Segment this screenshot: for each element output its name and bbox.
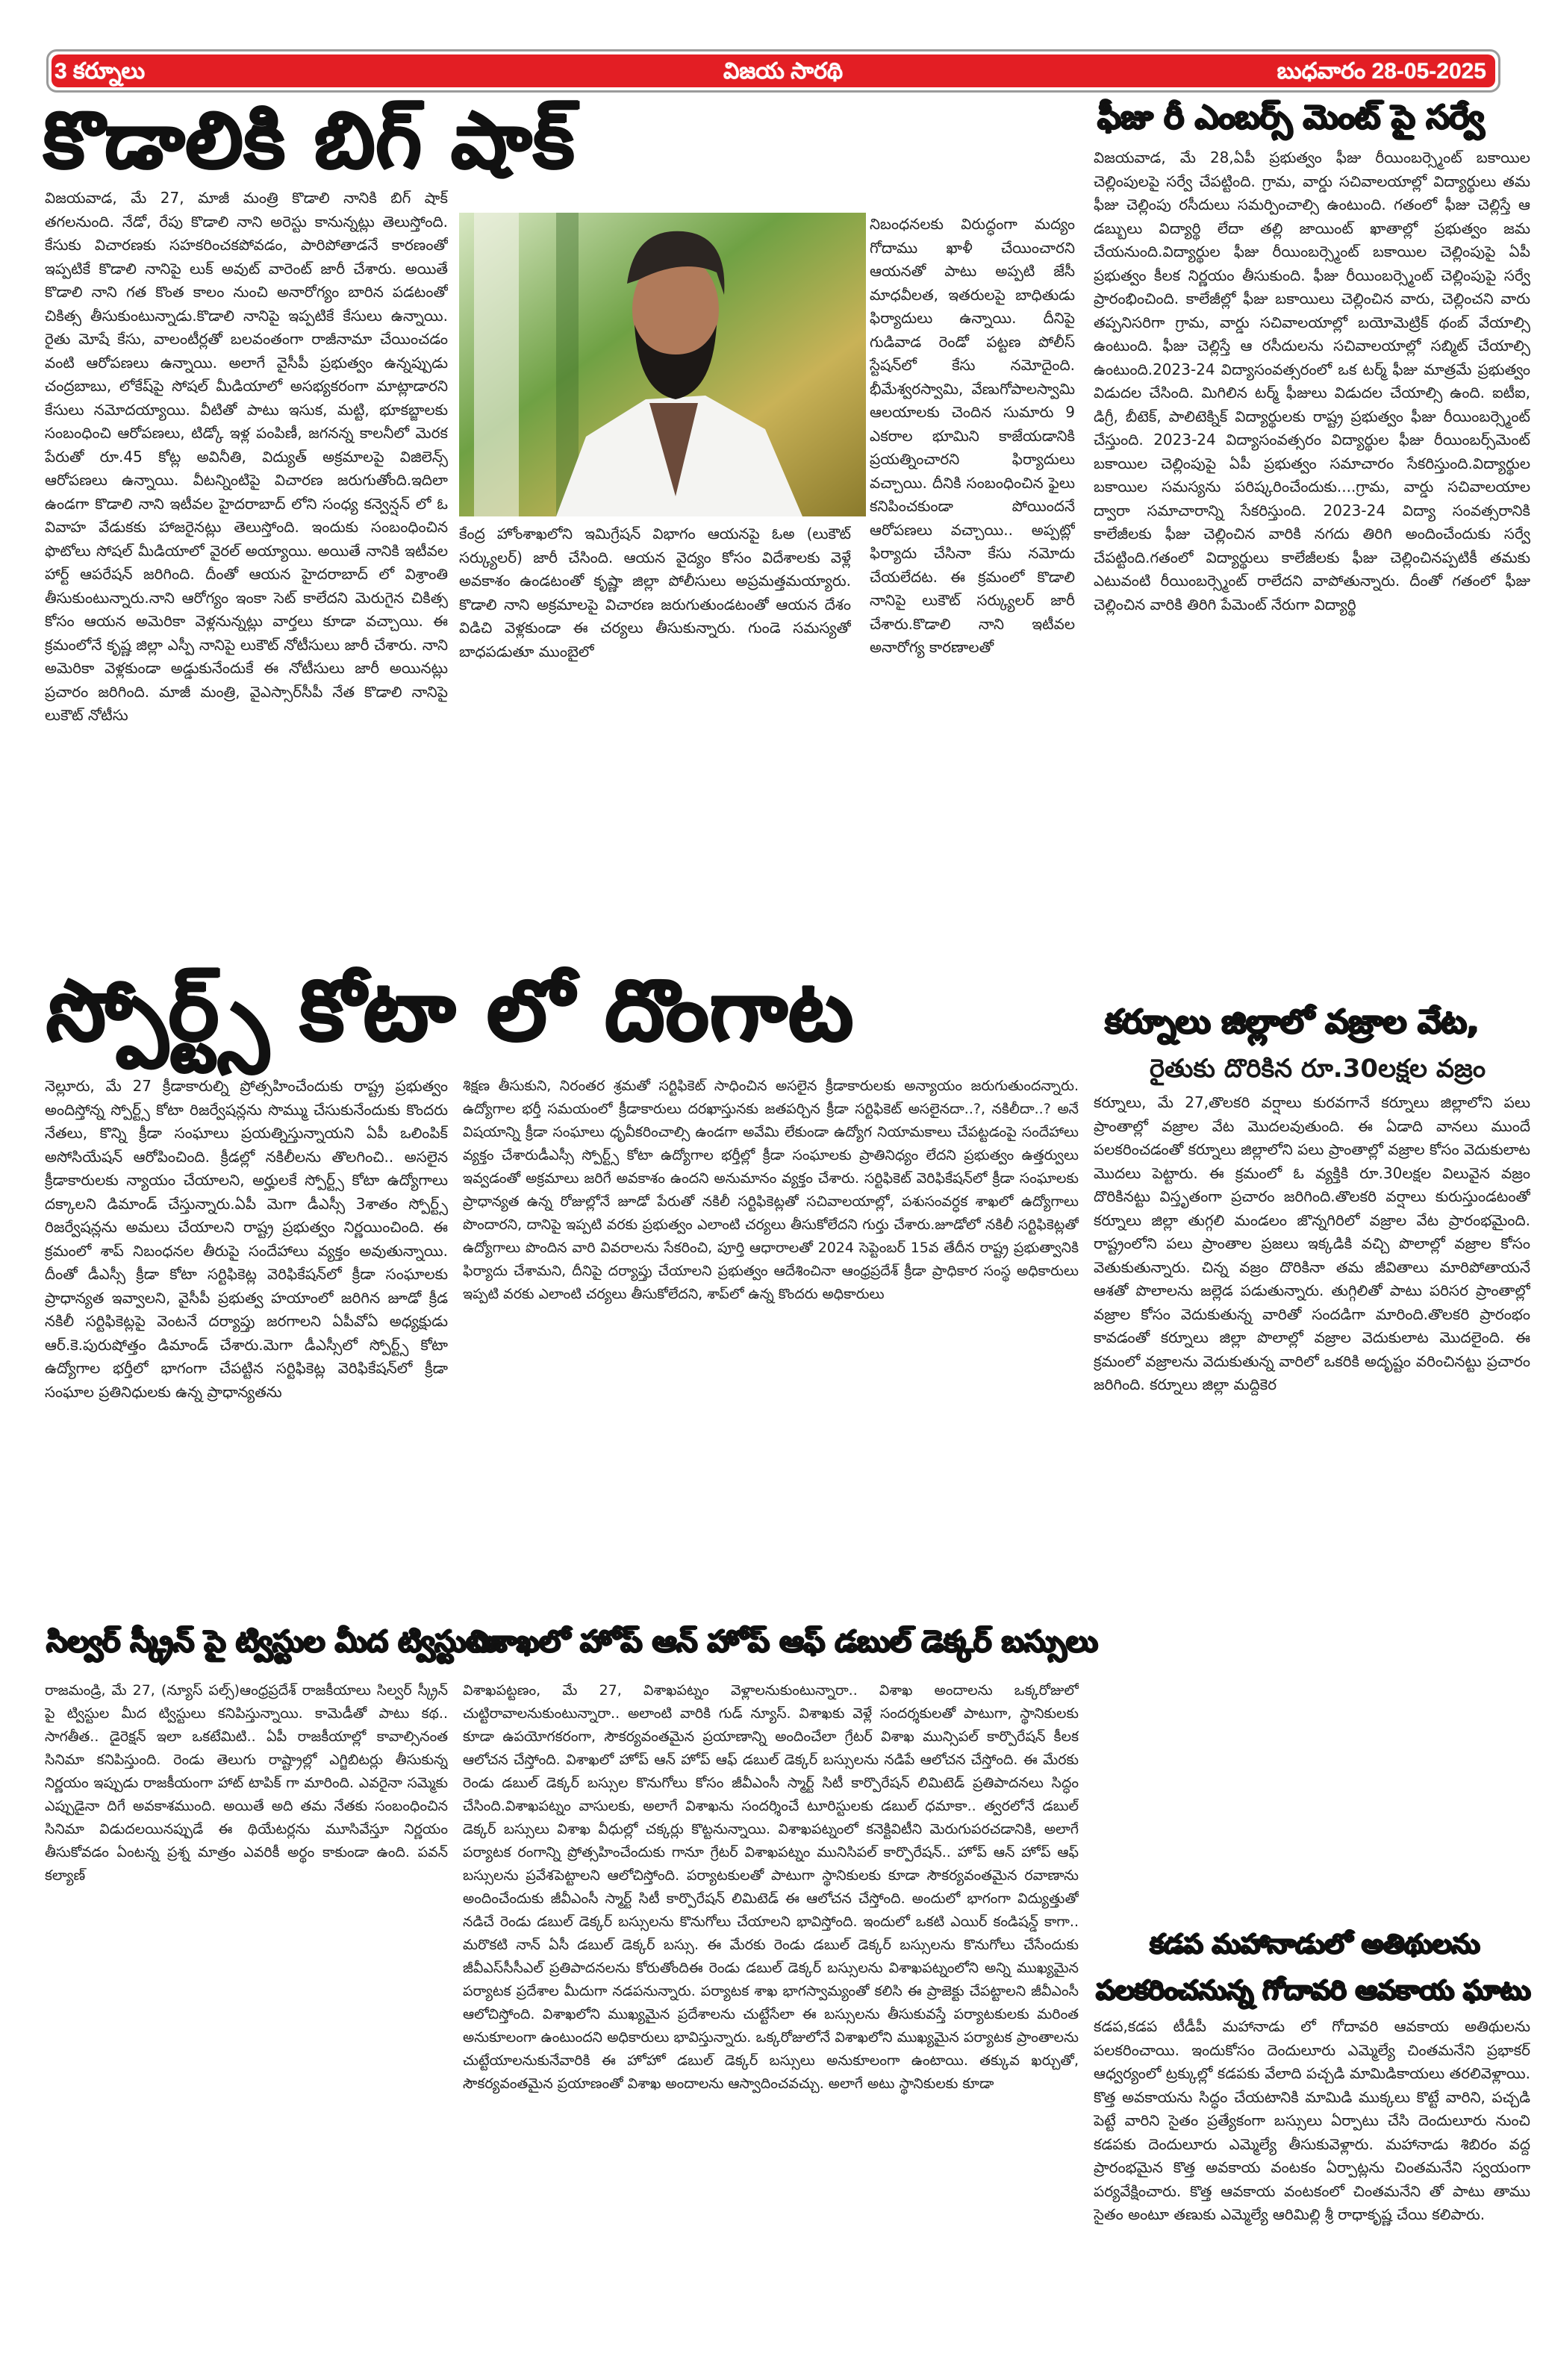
lead-article-col1: విజయవాడ, మే 27, మాజీ మంత్రి కొడాలి నానికి బిగ్ షాక్ తగలనుంది. నేడో, రేపు కొడాలి నాని అరెస్టు కానున్నట్లు తెలుస్తోంది. కేసుకు విచారణకు సహకరించకపోవడం, పారిపోతాడనే కారణంతో ఇప్పటికే కొడాలి నానిపై లుక్ అవుట్ వారెంట్ జారీ చేశారు. అయితే కొడాలి నాని గత కొంత కాలం నుంచి అనారోగ్యం బారిన పడటంతో చికిత్స తీసుకుంటున్నాడు.కొడాలి నానిపై ఇప్పటికే కేసులు ఉన్నాయి. రైతు మోషే కేసు, వాలంటీర్లతో బలవంతంగా రాజీనామా చేయించడం వంటి ఆరోపణలు ఉన్నాయి. అలాగే వైసీపీ ప్రభుత్వం ఉన్నప్పుడు చంద్రబాబు, లోకేష్‌పై సోషల్ మీడియాలో అసభ్యకరంగా మాట్లాడారని కేసులు నమోదయ్యాయి. వీటితో పాటు ఇసుక, మట్టి, భూకబ్జాలకు సంబంధించి ఆరోపణలు, టిడ్కో ఇళ్ల పంపిణీ, జగనన్న కాలనీలో మెరక పేరుతో రూ.45 కోట్ల అవినీతి, విద్యుత్ అక్రమాలపై విజిలెన్స్ ఆరోపణలు ఉన్నాయి. వీటన్నింటిపై విచారణ జరుగుతోంది.ఇదిలా ఉండగా కొడాలి నాని ఇటీవల హైదరాబాద్ లోని సంధ్య కన్వెన్షన్ లో ఓ వివాహ వేడుకకు హాజరైనట్లు తెలుస్తోంది. ఇందుకు సంబంధించిన ఫొటోలు సోషల్ మీడియాలో వైరల్ అయ్యాయి. అయితే నానికి ఇటీవల హార్ట్ ఆపరేషన్ జరిగింది. దీంతో ఆయన హైదరాబాద్ లో విశ్రాంతి తీసుకుంటున్నారు.నాని ఆరోగ్యం ఇంకా సెట్ కాలేదని మెరుగైన చికిత్స కోసం ఆయన అమెరికా వెళ్లనున్నట్లు వార్తలు కూడా వచ్చాయి. ఈ క్రమంలోనే కృష్ణ జిల్లా ఎస్పీ నానిపై లుకౌట్ నోటీసులు జారీ చేశారు. నాని అమెరికా వెళ్లకుండా అడ్డుకునేందుకే ఈ నోటీసులు జారీ అయినట్లు ప్రచారం జరిగింది. మాజీ మంత్రి, వైఎస్సార్‌సీపీ నేత కొడాలి నానిపై లుకౌట్ నోటీసు (45, 189, 448, 724)
silver-screen-headline: సిల్వర్ స్క్రీన్ పై ట్విస్టుల మీద ట్విస్టులు (46, 1625, 498, 1659)
lead-photo (459, 213, 866, 516)
fee-headline: ఫీజు రీ ఎంబర్స్ మెంట్ పై సర్వే (1097, 99, 1484, 137)
sports-article-col2: శిక్షణ తీసుకుని, నిరంతర శ్రమతో సర్టిఫికెట్ సాధించిన అసలైన క్రీడాకారులకు అన్యాయం జరుగుతుందన్నారు. ఉద్యోగాల భర్తీ సమయంలో క్రీడాకారులు దరఖాస్తునకు జతపర్చిన క్రీడా సర్టిఫికెట్ అసలైనదా..?, నకిలీదా..? అనే విషయాన్ని క్రీడా సంఘాలు ధృవీకరించాల్సి ఉండగా అవేమి లేకుండా ఉద్యోగ నియామకాలు చేపట్టడంపై సందేహాలు వ్యక్తం చేశారుడీఎస్సీ స్పోర్ట్స్ కోటా ఉద్యోగాల భర్తీల్లో క్రీడా సంఘాలకు ప్రాతినిధ్యం లేదని ప్రభుత్వం ఉత్తర్వులు ఇవ్వడంతో అక్రమాలు జరిగే అవకాశం ఉందని అనుమానం వ్యక్తం చేశారు. సర్టిఫికెట్ వెరిఫికేషన్‌లో క్రీడా సంఘాలకు ప్రాధాన్యత ఉన్న రోజుల్లోనే జూడో పేరుతో నకిలీ సర్టిఫికెట్లతో సచివాలయాల్లో, పశుసంవర్ధక శాఖలో ఉద్యోగాలు పొందారని, దానిపై ఇప్పటి వరకు ప్రభుత్వం ఎలాంటి చర్యలు తీసుకోలేదని గుర్తు చేశారు.జూడోలో నకిలీ సర్టిఫికెట్లతో ఉద్యోగాలు పొందిన వారి వివరాలను సేకరించి, పూర్తి ఆధారాలతో 2024 సెప్టెంబర్ 15వ తేదీన రాష్ట్ర ప్రభుత్వానికి ఫిర్యాదు చేశామని, దీనిపై దర్యాప్తు చేయాలని ప్రభుత్వం ఆదేశించినా ఆంధ్రప్రదేశ్ క్రీడా ప్రాధికార సంస్థ అధికారులు ఇప్పటి వరకు ఎలాంటి చర్యలు తీసుకోలేదని, శాప్‌లో ఉన్న కొందరు అధికారులు (463, 1078, 1079, 1302)
lead-headline: కొడాలికి బిగ్ షాక్ (43, 95, 576, 186)
kurnool-headline: కర్నూలు జిల్లాలో వజ్రాల వేట, (1105, 1003, 1479, 1041)
kadapa-headline-line1: కడప మహానాడులో అతిథులను (1150, 1929, 1480, 1960)
kurnool-article-body: కర్నూలు, మే 27,తొలకరి వర్షాలు కురవగానే కర్నూలు జిల్లాలోని పలు ప్రాంతాల్లో వజ్రాల వేట మొదలవుతుంది. ఈ ఏడాది వానలు ముందే పలకరించడంతో కర్నూలు జిల్లాలోని పలు ప్రాంతాల్లో వజ్రాల కోసం వెదుకులాట మొదలు పెట్టారు. ఈ క్రమంలో ఓ వ్యక్తికి రూ.30లక్షల విలువైన వజ్రం దొరికినట్టు విస్తృతంగా ప్రచారం జరిగింది.తొలకరి వర్షాలు కురుస్తుండటంతో కర్నూలు జిల్లా తుగ్గలి మండలం జొన్నగిరిలో వజ్రాల వేట ప్రారంభమైంది. రాష్ట్రంలోని పలు ప్రాంతాల ప్రజలు ఇక్కడికి వచ్చి పొలాల్లో వజ్రాల కోసం వెతుకుతున్నారు. చిన్న వజ్రం దొరికినా తమ జీవితాలు మారిపోతాయనే ఆశతో పొలాలను జల్లెడ పడుతున్నారు. తుగ్గిలితో పాటు పరిసర ప్రాంతాల్లో వజ్రాల కోసం వెదుకుతున్న వారితో సందడిగా మారింది.తొలకరి ప్రారంభం కావడంతో కర్నూలు జిల్లా పొలాల్లో వజ్రాల వెదుకులాట మొదలైంది. ఈ క్రమంలో వజ్రాలను వెదుకుతున్న వారిలో ఒకరికి అదృష్టం వరించినట్టు ప్రచారం జరిగింది. కర్నూలు జిల్లా మద్దికెర (1094, 1093, 1530, 1393)
issue-date: బుధవారం 28-05-2025 (1277, 59, 1486, 84)
visakha-article-body: విశాఖపట్టణం, మే 27, విశాఖపట్నం వెళ్లాలనుకుంటున్నారా.. విశాఖ అందాలను ఒక్కరోజులో చుట్టిరావాలనుకుంటున్నారా.. అలాంటి వారికి గుడ్ న్యూస్. విశాఖకు వెళ్లే సందర్శకులతో పాటుగా, స్థానికులకు కూడా ఉపయోగకరంగా, సౌకర్యవంతమైన ప్రయాణాన్ని అందించేలా గ్రేటర్ విశాఖ మున్సిపల్ కార్పొరేషన్ కీలక ఆలోచన చేస్తోంది. విశాఖలో హోప్ ఆన్ హోప్ ఆఫ్ డబుల్ డెక్కర్ బస్సులను నడిపే ఆలోచన చేస్తోంది. ఈ మేరకు రెండు డబుల్ డెక్కర్ బస్సుల కొనుగోలు కోసం జీవీఎంసీ స్మార్ట్ సిటీ కార్పొరేషన్ లిమిటెడ్ ప్రతిపాదనలు సిద్ధం చేసింది.విశాఖపట్నం వాసులకు, అలాగే విశాఖను సందర్శించే టూరిస్టులకు డబుల్ ధమాకా.. త్వరలోనే డబుల్ డెక్కర్ బస్సులు విశాఖ వీధుల్లో చక్కర్లు కొట్టనున్నాయి. విశాఖపట్నంలో కనెక్టివిటీని మెరుగుపరచడానికి, అలాగే పర్యాటక రంగాన్ని ప్రోత్సహించేందుకు గానూ గ్రేటర్ విశాఖపట్నం మునిసిపల్ కార్పొరేషన్.. హోప్ ఆన్ హోప్ ఆఫ్ బస్సులను ప్రవేశపెట్టాలని ఆలోచిస్తోంది. పర్యాటకులతో పాటుగా స్థానికులకు కూడా సౌకర్యవంతమైన రవాణాను అందించేందుకు జీవీఎంసీ స్మార్ట్ సిటీ కార్పొరేషన్ లిమిటెడ్ ఈ ఆలోచన చేస్తోంది. అందులో భాగంగా విద్యుత్తుతో నడిచే రెండు డబుల్ డెక్కర్ బస్సులను కొనుగోలు చేయాలని భావిస్తోంది. ఇందులో ఒకటి ఎయిర్ కండిషన్డ్ కాగా.. మరొకటి నాన్ ఏసీ డబుల్ డెక్కర్ బస్సు. ఈ మేరకు రెండు డబుల్ డెక్కర్ బస్సులను కొనుగోలు చేసేందుకు జీవీఎస్‌సీసీఎల్ ప్రతిపాదనలను కోరుతోందిఈ రెండు డబుల్ డెక్కర్ బస్సులను విశాఖపట్నంలోని అన్ని ముఖ్యమైన పర్యాటక ప్రదేశాల మీదుగా నడపనున్నారు. పర్యాటక శాఖ భాగస్వామ్యంతో కలిసి ఈ ప్రాజెక్టు చేపట్టాలని జీవీఎంసీ ఆలోచిస్తోంది. విశాఖలోని ముఖ్యమైన ప్రదేశాలను చుట్టేసేలా ఈ బస్సులను తీసుకువస్తే పర్యాటకులకు మరింత అనుకూలంగా ఉంటుందని అధికారులు భావిస్తున్నారు. ఒక్కరోజులోనే విశాఖలోని ముఖ్యమైన పర్యాటక ప్రాంతాలను చుట్టేయాలనుకునేవారికి ఈ హోహో డబుల్ డెక్కర్ బస్సులు అనుకూలంగా ఉంటాయి. తక్కువ ఖర్చుతో, సౌకర్యవంతమైన ప్రయాణంతో విశాఖ అందాలను ఆస్వాదించవచ్చు. అలాగే అటు స్థానికులకు కూడా (463, 1682, 1079, 2092)
kurnool-subheadline: రైతుకు దొరికిన రూ.30లక్షల వజ్రం (1150, 1054, 1486, 1084)
sports-article-col1: నెల్లూరు, మే 27 క్రీడాకారుల్ని ప్రోత్సహించేందుకు రాష్ట్ర ప్రభుత్వం అందిస్తోన్న స్పోర్ట్స్ కోటా రిజర్వేషన్లను సొమ్ము చేసుకునేందుకు కొందరు నేతలు, కొన్ని క్రీడా సంఘాలు ప్రయత్నిస్తున్నాయని ఏపీ ఒలింపిక్ అసోసియేషన్ ఆరోపించింది. క్రీడల్లో నకిలీలను తొలగించి.. అసలైన క్రీడాకారులకు న్యాయం చేయాలని, అర్హులకే స్పోర్ట్స్ కోటా ఉద్యోగాలు దక్కాలని డిమాండ్ చేస్తున్నారు.ఏపీ మెగా డీఎస్సీ 3శాతం స్పోర్ట్స్ రిజర్వేషన్లను అమలు చేయాలని రాష్ట్ర ప్రభుత్వం నిర్ణయించింది. ఈ క్రమంలో శాప్ నిబంధనల తీరుపై సందేహాలు వ్యక్తం అవుతున్నాయి. దీంతో డీఎస్సీ క్రీడా కోటా సర్టిఫికెట్ల వెరిఫికేషన్‌లో క్రీడా సంఘాలకు ప్రాధాన్యత ఇవ్వాలని, వైసీపీ ప్రభుత్వ హయాంలో జరిగిన జూడో క్రీడ నకిలీ సర్టిఫికెట్లపై వెంటనే దర్యాప్తు జరగాలని ఏపీవోఏ అధ్యక్షుడు ఆర్.కె.పురుషోత్తం డిమాండ్ చేశారు.మెగా డీఎస్సీలో స్పోర్ట్స్ కోటా ఉద్యోగాల భర్తీలో భాగంగా చేపట్టిన సర్టిఫికెట్ల వెరిఫికేషన్‌లో క్రీడా సంఘాల ప్రతినిధులకు ఉన్న ప్రాధాన్యతను (45, 1077, 448, 1401)
lead-article-col3: నిబంధనలకు విరుద్ధంగా మద్యం గోదాము ఖాళీ చేయించారని ఆయనతో పాటు అప్పటి జేసీ మాధవీలత, ఇతరులపై బాధితుడు ఫిర్యాదులు ఉన్నాయి. దీనిపై గుడివాడ రెండో పట్టణ పోలీస్ స్టేషన్‌లో కేసు నమోదైంది. భీమేశ్వరస్వామి, వేణుగోపాలస్వామి ఆలయాలకు చెందిన సుమారు 9 ఎకరాల భూమిని కాజేయడానికి ప్రయత్నించారని ఫిర్యాదులు వచ్చాయి. దీనికి సంబంధించిన ఫైలు కనిపించకుండా పోయిందనే ఆరోపణలు వచ్చాయి.. అప్పట్లో ఫిర్యాదు చేసినా కేసు నమోదు చేయలేదట. ఈ క్రమంలో కొడాలి నానిపై లుకౌట్ సర్క్యులర్ జారీ చేశారు.కొడాలి నాని ఇటీవల అనారోగ్య కారణాలతో (870, 215, 1075, 656)
kadapa-headline-line2: పలకరించనున్న గోదావరి ఆవకాయ ఘాటు (1096, 1975, 1530, 2006)
silver-screen-article-body: రాజమండ్రి, మే 27, (న్యూస్ పల్స్)ఆంధ్రప్రదేశ్ రాజకీయాలు సిల్వర్ స్క్రీన్ పై ట్విస్టుల మీద ట్విస్టులు కనిపిస్తున్నాయి. కామెడీతో పాటు కథ.. సాగతీత.. డైరెక్షన్ ఇలా ఒకటేమిటి.. ఏపీ రాజకీయాల్లో కావాల్సినంత సినిమా కనిపిస్తుంది. రెండు తెలుగు రాష్ట్రాల్లో ఎగ్జిబిటర్లు తీసుకున్న నిర్ణయం ఇప్పుడు రాజకీయంగా హాట్ టాపిక్ గా మారింది. ఎవరైనా సమ్మెకు ఎప్పుడైనా దిగే అవకాశముంది. అయితే అది తమ నేతకు సంబంధించిన సినిమా విడుదలయినప్పుడే ఈ థియేటర్లను మూసివేస్తూ నిర్ణయం తీసుకోవడం ఏంటన్న ప్రశ్న మాత్రం ఎవరికీ అర్థం కాకుండా ఉంది. పవన్ కల్యాణ్ (45, 1682, 448, 1884)
sports-headline: స్పోర్ట్స్ కోటా లో దొంగాట (46, 963, 855, 1060)
visakha-headline: విశాఖలో హోప్ ఆన్ హోప్ ఆఫ్ డబుల్ డెక్కర్ బస్సులు (469, 1625, 1098, 1659)
page-number-label: 3 కర్నూలు (54, 59, 146, 84)
kadapa-article-body: కడప,కడప టీడీపీ మహానాడు లో గోదావరి ఆవకాయ అతిథులను పలకరించాయి. ఇందుకోసం దెందులూరు ఎమ్మెల్యే చింతమనేని ప్రభాకర్ ఆధ్వర్యంలో ట్రక్కుల్లో కడపకు వేలాది పచ్చడి మామిడికాయలు తరలివెళ్లాయి. కొత్త అవకాయను సిద్ధం చేయటానికి మామిడి ముక్కలు కొట్టే వారిని, పచ్చడి పెట్టే వారిని సైతం ప్రత్యేకంగా బస్సులు ఏర్పాటు చేసి దెందులూరు నుంచి కడపకు దెందులూరు ఎమ్మెల్యే తీసుకువెళ్లారు. మహానాడు శిబిరం వద్ద ప్రారంభమైన కొత్త అవకాయ వంటకం ఏర్పాట్లను చింతమనేని స్వయంగా పర్యవేక్షించారు. కొత్త ఆవకాయ వంటకంలో చింతమనేని తో పాటు తాము సైతం అంటూ తణుకు ఎమ్మెల్యే ఆరిమిల్లి శ్రీ రాధాకృష్ణ చేయి కలిపారు. (1094, 2017, 1530, 2223)
masthead-red-band (52, 54, 1495, 87)
portrait-image (459, 213, 866, 516)
masthead-bar (46, 49, 1500, 93)
fee-article-body: విజయవాడ, మే 28,ఏపీ ప్రభుత్వం ఫీజు రీయింబర్స్మెంట్ బకాయిల చెల్లింపులపై సర్వే చేపట్టింది. గ్రామ, వార్డు సచివాలయాల్లో విద్యార్థులు తమ ఫీజు చెల్లింపు రసీదులు సమర్పించాల్సి ఉంటుంది. గతంలో ఫీజు చెల్లిస్తే ఆ డబ్బులు విద్యార్థి లేదా తల్లి జాయింట్ ఖాతాల్లో ప్రభుత్వం జమ చేయనుంది.విద్యార్థుల ఫీజు రీయింబర్స్మెంట్ బకాయిల చెల్లింపుపై ఏపీ ప్రభుత్వం కీలక నిర్ణయం తీసుకుంది. ఫీజు రీయింబర్స్మెంట్ చెల్లింపుపై సర్వే ప్రారంభించింది. కాలేజీల్లో ఫీజు బకాయిలు చెల్లించిన వారు, చెల్లించని వారు తప్పనిసరిగా గ్రామ, వార్డు సచివాలయాల్లో బయోమెట్రిక్ థంబ్ వేయాల్సి ఉంటుంది. ఫీజు చెల్లిస్తే ఆ రసీదులను సచివాలయాల్లో సబ్మిట్ చేయాల్సి ఉంటుంది.2023-24 విద్యాసంవత్సరంలో ఒక టర్మ్ ఫీజు మాత్రమే ప్రభుత్వం విడుదల చేసింది. మిగిలిన టర్మ్ ఫీజులు విడుదల చేయాల్సి ఉంది. ఐటీఐ, డిగ్రీ, బీటెక్, పాలిటెక్నిక్ విద్యార్థులకు రాష్ట్ర ప్రభుత్వం ఫీజు రీయింబర్స్మెంట్ చేస్తుంది. 2023-24 విద్యాసంవత్సరం విద్యార్థుల ఫీజు రీయింబర్స్‌మెంట్ బకాయిల చెల్లింపుపై ఏపీ ప్రభుత్వం సమాచారం సేకరిస్తుంది.విద్యార్థుల బకాయిల సమస్యను పరిష్కరించేందుకు....గ్రామ, వార్డు సచివాలయాల ద్వారా సమాచారాన్ని సేకరిస్తుంది. 2023-24 విద్యా సంవత్సరానికి కాలేజీలకు ఫీజు చెల్లించిన వారికి నగదు తిరిగి అందించేందుకు సర్వే చేపట్టింది.గతంలో విద్యార్థులు కాలేజీలకు ఫీజు చెల్లించినప్పటికీ తమకు ఎటువంటి రీయింబర్స్మెంట్ రాలేదని వాపోతున్నారు. దీంతో గతంలో ఫీజు చెల్లించిన వారికి తిరిగి పేమెంట్ నేరుగా విద్యార్థి (1094, 149, 1530, 613)
lead-article-under-photo: కేంద్ర హోంశాఖలోని ఇమిగ్రేషన్ విభాగం ఆయనపై ఓఅ (లుకౌట్ సర్క్యులర్) జారీ చేసింది. ఆయన వైద్యం కోసం విదేశాలకు వెళ్లే అవకాశం ఉండటంతో కృష్ణా జిల్లా పోలీసులు అప్రమత్తమయ్యారు. కొడాలి నాని అక్రమాలపై విచారణ జరుగుతుండటంతో ఆయన దేశం విడిచి వెళ్లకుండా ఈ చర్యలు తీసుకున్నారు. గుండె సమస్యతో బాధపడుతూ ముంబైలో (459, 525, 851, 660)
newspaper-name: విజయ సారథి (723, 59, 844, 84)
